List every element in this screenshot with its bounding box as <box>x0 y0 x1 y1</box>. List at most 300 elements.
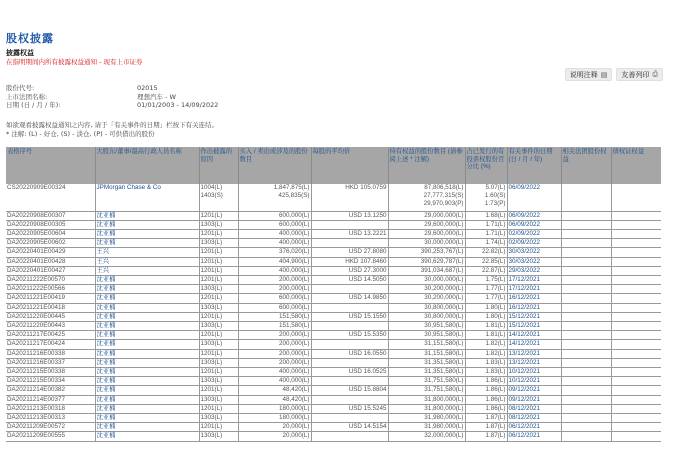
table-row <box>6 377 661 386</box>
shares-involved: 400,000(L) <box>238 239 311 248</box>
debentures <box>611 367 661 376</box>
shares-involved: 200,000(L) <box>238 358 311 367</box>
shares-held: 31,751,580(L) <box>388 386 465 395</box>
table-body <box>6 184 661 441</box>
holder-name <box>95 395 199 404</box>
col-shares-involved: 买入 / 卖出或涉及的股份数目 <box>238 147 311 184</box>
assoc-corp <box>561 358 611 367</box>
shares-held: 31,351,580(L) <box>388 358 465 367</box>
percentage: 1.74(L) <box>465 239 507 248</box>
holder-name <box>95 220 199 229</box>
table-row <box>6 395 661 404</box>
reason: 1201(L) <box>199 229 238 238</box>
event-date <box>507 413 561 422</box>
form-number: DA20211217E00424 <box>6 340 95 349</box>
debentures <box>611 303 661 312</box>
holder-name <box>95 377 199 386</box>
shares-held: 30,200,000(L) <box>388 294 465 303</box>
holder-name <box>95 349 199 358</box>
avg-price: USD 15.8804 <box>311 386 388 395</box>
holder-name <box>95 211 199 220</box>
percentage: 1.77(L) <box>465 294 507 303</box>
debentures <box>611 423 661 432</box>
holder-link[interactable]: 沈亚楠 <box>96 239 116 247</box>
holder-name <box>95 184 199 211</box>
shares-held: 390,629,787(L) <box>388 257 465 266</box>
shares-held: 31,980,000(L) <box>388 423 465 432</box>
assoc-corp <box>561 377 611 386</box>
holder-name <box>95 331 199 340</box>
shares-involved: 400,000(L) <box>238 377 311 386</box>
holder-link[interactable]: 沈亚楠 <box>96 395 116 403</box>
event-date-link[interactable]: 02/09/2022 <box>508 239 541 247</box>
debentures <box>611 275 661 284</box>
holder-link[interactable]: 沈亚楠 <box>96 331 116 339</box>
form-number: DA20211209E00572 <box>6 423 95 432</box>
form-number: DA20211214E00382 <box>6 386 95 395</box>
section-subtitle: 披露权益 <box>6 49 34 57</box>
shares-involved: 400,000(L) <box>238 266 311 275</box>
event-date <box>507 239 561 248</box>
assoc-corp <box>561 321 611 330</box>
holder-link[interactable]: 沈亚楠 <box>96 404 116 412</box>
shares-held: 30,000,000(L) <box>388 275 465 284</box>
col-form-number: 表格序号 <box>6 147 95 184</box>
event-date <box>507 423 561 432</box>
reason: 1201(L) <box>199 211 238 220</box>
event-date-link[interactable]: 30/03/2022 <box>508 248 541 256</box>
holder-link[interactable]: 沈亚楠 <box>96 358 116 366</box>
holder-name <box>95 285 199 294</box>
debentures <box>611 239 661 248</box>
percentage: 22.85(L) <box>465 257 507 266</box>
holder-link[interactable]: 沈亚楠 <box>96 321 116 329</box>
shares-held: 31,800,000(L) <box>388 395 465 404</box>
shares-involved: 151,580(L) <box>238 321 311 330</box>
percentage: 1.77(L) <box>465 285 507 294</box>
avg-price <box>311 321 388 330</box>
printer-icon: ⎙ <box>652 70 658 78</box>
form-number: DA20220905E00602 <box>6 239 95 248</box>
form-number: DA20220908E00305 <box>6 220 95 229</box>
table-row <box>6 312 661 321</box>
event-date <box>507 257 561 266</box>
percentage: 1.81(L) <box>465 331 507 340</box>
percentage: 1.71(L) <box>465 220 507 229</box>
holder-link[interactable]: 沈亚楠 <box>96 340 116 348</box>
event-date <box>507 285 561 294</box>
avg-price <box>311 395 388 404</box>
table-row <box>6 413 661 422</box>
shares-held: 31,980,000(L) <box>388 413 465 422</box>
shares-held: 30,951,580(L) <box>388 321 465 330</box>
reason: 1201(L) <box>199 294 238 303</box>
event-date-link[interactable]: 08/12/2021 <box>508 404 541 412</box>
debentures <box>611 294 661 303</box>
shares-involved: 400,000(L) <box>238 367 311 376</box>
avg-price: HKD 107.8460 <box>311 257 388 266</box>
assoc-corp <box>561 303 611 312</box>
debentures <box>611 349 661 358</box>
avg-price <box>311 285 388 294</box>
debentures <box>611 220 661 229</box>
shares-involved: 180,000(L) <box>238 413 311 422</box>
company-name-label: 上市法团名称: <box>6 92 48 101</box>
form-number: DA20211222E00566 <box>6 285 95 294</box>
assoc-corp <box>561 432 611 441</box>
assoc-corp <box>561 285 611 294</box>
percentage: 1.83(L) <box>465 358 507 367</box>
holder-name <box>95 294 199 303</box>
holder-name <box>95 340 199 349</box>
table-row <box>6 386 661 395</box>
event-date <box>507 340 561 349</box>
avg-price: USD 16.0550 <box>311 349 388 358</box>
shares-held: 29,000,000(L) <box>388 211 465 220</box>
reason: 1303(L) <box>199 432 238 441</box>
event-date-link[interactable]: 16/12/2021 <box>508 303 541 311</box>
table-row <box>6 229 661 238</box>
event-date-link[interactable]: 06/09/2022 <box>508 220 541 228</box>
shares-held: 29,600,000(L) <box>388 229 465 238</box>
reason: 1201(L) <box>199 367 238 376</box>
form-number: DA20211215E00334 <box>6 377 95 386</box>
reason: 1303(L) <box>199 220 238 229</box>
table-row <box>6 220 661 229</box>
debentures <box>611 229 661 238</box>
holder-link[interactable]: 王兴 <box>96 266 110 274</box>
holder-link[interactable]: JPMorgan Chase & Co <box>96 184 161 191</box>
event-date <box>507 377 561 386</box>
event-date <box>507 349 561 358</box>
shares-held: 31,351,580(L) <box>388 367 465 376</box>
form-number: DA20211213E00313 <box>6 413 95 422</box>
event-date <box>507 303 561 312</box>
reason: 1303(L) <box>199 340 238 349</box>
table-row <box>6 285 661 294</box>
event-date-link[interactable]: 30/03/2022 <box>508 257 541 265</box>
percentage: 1.86(L) <box>465 404 507 413</box>
avg-price <box>311 377 388 386</box>
assoc-corp <box>561 257 611 266</box>
debentures <box>611 248 661 257</box>
holder-link[interactable]: 沈亚楠 <box>96 294 116 302</box>
event-date-link[interactable]: 10/12/2021 <box>508 377 541 385</box>
debentures <box>611 340 661 349</box>
document-icon: ▤ <box>600 70 608 79</box>
assoc-corp <box>561 395 611 404</box>
col-shares-held: 持有权益的股份数目 (请参阅上述 * 注解) <box>388 147 465 184</box>
debentures <box>611 211 661 220</box>
event-date-link[interactable]: 09/12/2021 <box>508 386 541 394</box>
col-reason: 作出披露的原因 <box>199 147 238 184</box>
reason: 1303(L) <box>199 395 238 404</box>
table-row <box>6 239 661 248</box>
event-date-link[interactable]: 06/09/2022 <box>508 184 541 191</box>
col-assoc-corp: 相关法团股份权益 <box>561 147 611 184</box>
event-date-link[interactable]: 13/12/2021 <box>508 358 541 366</box>
shares-involved: 400,000(L) <box>238 229 311 238</box>
disclosure-table <box>6 147 661 442</box>
table-row <box>6 266 661 275</box>
shares-involved: 151,580(L) <box>238 312 311 321</box>
notes-button[interactable] <box>565 68 613 81</box>
event-date <box>507 432 561 441</box>
table-row <box>6 358 661 367</box>
avg-price <box>311 239 388 248</box>
event-date <box>507 211 561 220</box>
percentage: 22.82(L) <box>465 248 507 257</box>
event-date-link[interactable]: 02/09/2022 <box>508 229 541 237</box>
assoc-corp <box>561 312 611 321</box>
assoc-corp <box>561 331 611 340</box>
shares-held: 31,751,580(L) <box>388 377 465 386</box>
event-date-link[interactable]: 17/12/2021 <box>508 285 541 293</box>
debentures <box>611 285 661 294</box>
debentures <box>611 331 661 340</box>
event-date-link[interactable]: 14/12/2021 <box>508 340 541 348</box>
reason: 1303(L) <box>199 377 238 386</box>
form-number: DA20211214E00377 <box>6 395 95 404</box>
event-date-link[interactable]: 15/12/2021 <box>508 321 541 329</box>
holder-link[interactable]: 沈亚楠 <box>96 367 116 375</box>
reason: 1004(L) 1403(S) <box>199 184 238 211</box>
debentures <box>611 257 661 266</box>
percentage: 22.87(L) <box>465 266 507 275</box>
holder-link[interactable]: 沈亚楠 <box>96 413 116 421</box>
avg-price <box>311 340 388 349</box>
reason: 1303(L) <box>199 285 238 294</box>
debentures <box>611 184 661 211</box>
event-date <box>507 386 561 395</box>
event-date <box>507 266 561 275</box>
col-event-date: 有关事件的日期 (日 / 月 / 年) <box>507 147 561 184</box>
form-number: DA20220905E00604 <box>6 229 95 238</box>
print-button[interactable] <box>616 68 663 81</box>
event-date-link[interactable]: 13/12/2021 <box>508 349 541 357</box>
event-date <box>507 248 561 257</box>
shares-held: 30,000,000(L) <box>388 239 465 248</box>
event-date <box>507 275 561 284</box>
form-number: DA20211220E00445 <box>6 312 95 321</box>
event-date-link[interactable]: 09/12/2021 <box>508 395 541 403</box>
avg-price <box>311 303 388 312</box>
date-range-value: 01/01/2003 - 14/09/2022 <box>137 101 219 109</box>
table-row <box>6 294 661 303</box>
percentage: 1.87(L) <box>465 432 507 441</box>
event-date <box>507 184 561 211</box>
stock-code-label: 股份代号: <box>6 84 35 92</box>
holder-link[interactable]: 沈亚楠 <box>96 432 116 440</box>
toolbar <box>565 68 663 81</box>
holder-link[interactable]: 沈亚楠 <box>96 229 116 237</box>
form-number: CS20220909E00324 <box>6 184 95 211</box>
shares-held: 31,151,580(L) <box>388 340 465 349</box>
shares-held: 30,200,000(L) <box>388 285 465 294</box>
assoc-corp <box>561 266 611 275</box>
table-row <box>6 248 661 257</box>
col-holder-name: 大股东/董事/最高行政人员名称 <box>95 147 199 184</box>
shares-held: 390,253,767(L) <box>388 248 465 257</box>
form-number: DA20220908E00307 <box>6 211 95 220</box>
event-date-link[interactable]: 06/09/2022 <box>508 211 541 219</box>
holder-name <box>95 312 199 321</box>
holder-name <box>95 413 199 422</box>
shares-involved: 48,420(L) <box>238 386 311 395</box>
table-row <box>6 432 661 441</box>
holder-name <box>95 248 199 257</box>
shares-involved: 20,000(L) <box>238 432 311 441</box>
form-number: DA20211216E00337 <box>6 358 95 367</box>
holder-name <box>95 404 199 413</box>
col-percentage: 占已发行的有投票权股份百分比 (%) <box>465 147 507 184</box>
shares-involved: 200,000(L) <box>238 285 311 294</box>
reason: 1303(L) <box>199 321 238 330</box>
avg-price <box>311 358 388 367</box>
percentage: 1.68(L) <box>465 211 507 220</box>
event-date-link[interactable]: 06/12/2021 <box>508 423 541 431</box>
instructions <box>6 121 218 138</box>
avg-price: USD 13.2221 <box>311 229 388 238</box>
shares-involved: 600,000(L) <box>238 294 311 303</box>
shares-involved: 200,000(L) <box>238 331 311 340</box>
table-row <box>6 349 661 358</box>
debentures <box>611 377 661 386</box>
percentage: 1.75(L) <box>465 275 507 284</box>
event-date-link[interactable]: 10/12/2021 <box>508 367 541 375</box>
reason: 1201(L) <box>199 331 238 340</box>
form-number: DA20220401E00427 <box>6 266 95 275</box>
assoc-corp <box>561 211 611 220</box>
holder-name <box>95 358 199 367</box>
reason: 1303(L) <box>199 239 238 248</box>
all-notices-link[interactable]: 在指明期间内所有披露权益通知 - 现有上市证券 <box>6 58 143 66</box>
assoc-corp <box>561 367 611 376</box>
event-date-link[interactable]: 15/12/2021 <box>508 312 541 320</box>
holder-link[interactable]: 沈亚楠 <box>96 220 116 228</box>
assoc-corp <box>561 275 611 284</box>
event-date <box>507 312 561 321</box>
assoc-corp <box>561 349 611 358</box>
form-number: DA20220401E00428 <box>6 257 95 266</box>
stock-code-value: 02015 <box>137 84 158 92</box>
debentures <box>611 386 661 395</box>
event-date-link[interactable]: 17/12/2021 <box>508 275 541 283</box>
reason: 1201(L) <box>199 349 238 358</box>
avg-price: USD 15.5245 <box>311 404 388 413</box>
event-date-link[interactable]: 16/12/2021 <box>508 294 541 302</box>
percentage: 1.71(L) <box>465 229 507 238</box>
holder-link[interactable]: 沈亚楠 <box>96 285 116 293</box>
holder-link[interactable]: 沈亚楠 <box>96 423 116 431</box>
event-date-link[interactable]: 14/12/2021 <box>508 331 541 339</box>
holder-name <box>95 257 199 266</box>
company-name-value: 理想汽车 - W <box>137 92 176 101</box>
form-number: DA20211222E00570 <box>6 275 95 284</box>
event-date-link[interactable]: 08/12/2021 <box>508 413 541 421</box>
date-range-label: 日期 (日 / 月 / 年): <box>6 101 61 109</box>
event-date-link[interactable]: 06/12/2021 <box>508 432 541 440</box>
event-date-link[interactable]: 29/03/2022 <box>508 266 541 274</box>
assoc-corp <box>561 423 611 432</box>
shares-involved: 600,000(L) <box>238 211 311 220</box>
assoc-corp <box>561 220 611 229</box>
holder-link[interactable]: 沈亚楠 <box>96 386 116 394</box>
event-date <box>507 404 561 413</box>
assoc-corp <box>561 340 611 349</box>
event-date <box>507 367 561 376</box>
percentage: 1.86(L) <box>465 377 507 386</box>
event-date <box>507 358 561 367</box>
shares-involved: 376,020(L) <box>238 248 311 257</box>
form-number: DA20211217E00425 <box>6 331 95 340</box>
avg-price <box>311 220 388 229</box>
event-date <box>507 395 561 404</box>
shares-held: 30,951,580(L) <box>388 331 465 340</box>
debentures <box>611 404 661 413</box>
reason: 1303(L) <box>199 413 238 422</box>
event-date <box>507 229 561 238</box>
event-date <box>507 220 561 229</box>
col-debentures: 债权证权益 <box>611 147 661 184</box>
reason: 1201(L) <box>199 266 238 275</box>
shares-involved: 20,000(L) <box>238 423 311 432</box>
holder-name <box>95 275 199 284</box>
avg-price: USD 14.5050 <box>311 275 388 284</box>
holder-link[interactable]: 沈亚楠 <box>96 303 116 311</box>
form-number: DA20220401E00429 <box>6 248 95 257</box>
form-number: DA20211209E00555 <box>6 432 95 441</box>
table-row <box>6 331 661 340</box>
reason: 1201(L) <box>199 257 238 266</box>
form-number: DA20211213E00318 <box>6 404 95 413</box>
holder-name <box>95 367 199 376</box>
percentage: 5.07(L) 1.60(S) 1.73(P) <box>465 184 507 211</box>
debentures <box>611 321 661 330</box>
holder-link[interactable]: 王兴 <box>96 257 110 265</box>
reason: 1201(L) <box>199 404 238 413</box>
holder-link[interactable]: 沈亚楠 <box>96 349 116 357</box>
assoc-corp <box>561 184 611 211</box>
holder-link[interactable]: 沈亚楠 <box>96 211 116 219</box>
avg-price: USD 27.8080 <box>311 248 388 257</box>
reason: 1201(L) <box>199 386 238 395</box>
avg-price: USD 27.3000 <box>311 266 388 275</box>
percentage: 1.87(L) <box>465 423 507 432</box>
holder-link[interactable]: 王兴 <box>96 248 110 256</box>
table-row <box>6 275 661 284</box>
avg-price: USD 15.5350 <box>311 331 388 340</box>
avg-price: USD 14.5154 <box>311 423 388 432</box>
assoc-corp <box>561 294 611 303</box>
shares-involved: 1,847,875(L) 425,835(S) <box>238 184 311 211</box>
percentage: 1.80(L) <box>465 312 507 321</box>
holder-link[interactable]: 沈亚楠 <box>96 275 116 283</box>
shares-involved: 404,900(L) <box>238 257 311 266</box>
holder-link[interactable]: 沈亚楠 <box>96 377 116 385</box>
percentage: 1.86(L) <box>465 395 507 404</box>
assoc-corp <box>561 248 611 257</box>
legend-line: * 注解: (L) - 好仓, (S) - 淡仓, (P) - 可供借出的股份 <box>6 129 155 138</box>
holder-name <box>95 423 199 432</box>
holder-link[interactable]: 沈亚楠 <box>96 312 116 320</box>
print-label: 友善列印 <box>621 70 650 79</box>
shares-held: 29,600,000(L) <box>388 220 465 229</box>
assoc-corp <box>561 404 611 413</box>
event-date <box>507 321 561 330</box>
avg-price <box>311 432 388 441</box>
percentage: 1.82(L) <box>465 340 507 349</box>
